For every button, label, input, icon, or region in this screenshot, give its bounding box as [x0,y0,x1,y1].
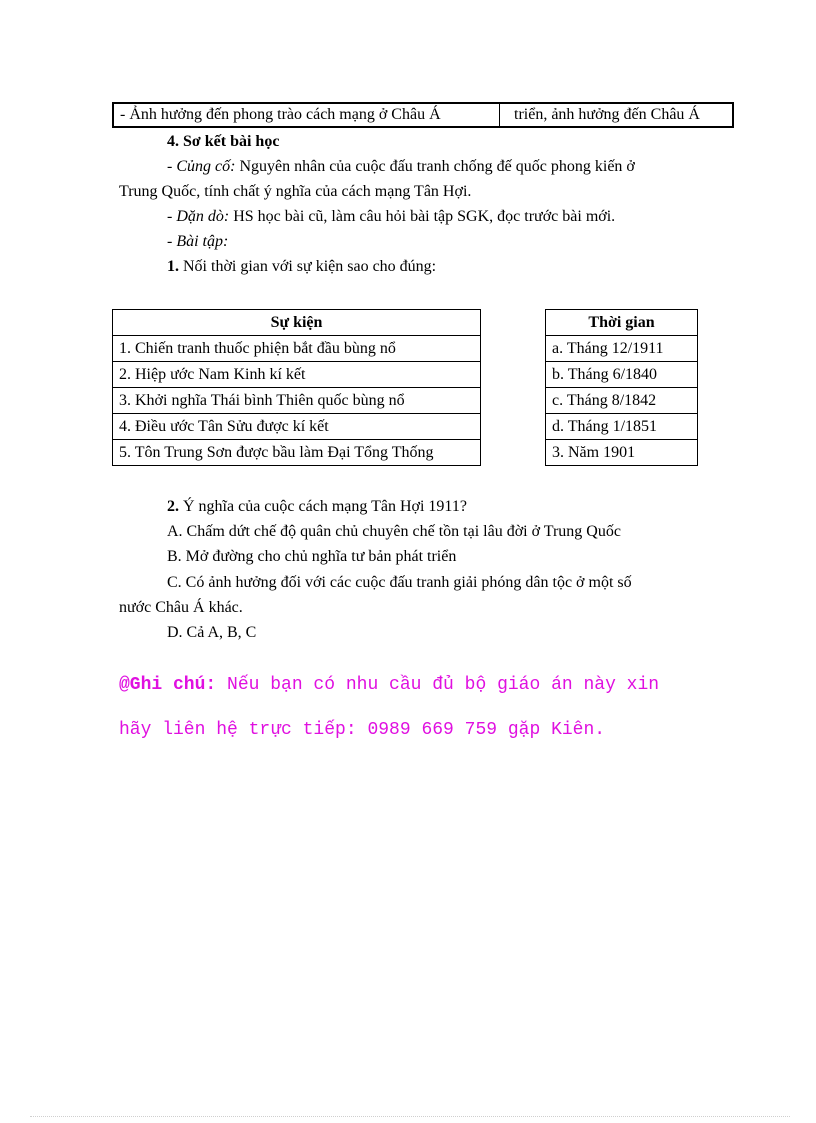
note-label: @Ghi chú: [119,675,217,695]
option-c: C. Có ảnh hưởng đối với các cuộc đấu tranh giải phóng dân tộc ở một số [167,574,632,591]
page-footer-rule [30,1116,790,1117]
option-c-cont: nước Châu Á khác. [119,599,243,616]
continuation-right-cell: triển, ảnh hưởng đến Châu Á [514,106,700,123]
option-b: B. Mở đường cho chủ nghĩa tư bản phát triển [167,548,457,565]
section-heading: 4. Sơ kết bài học [167,133,280,150]
contact-note-cont: hãy liên hệ trực tiếp: 0989 669 759 gặp Kiên. [119,720,606,740]
time-table [545,309,698,466]
note-text: Nếu bạn có nhu cầu đủ bộ giáo án này xin [216,675,660,695]
table-row: 1. Chiến tranh thuốc phiện bắt đầu bùng nổ [113,336,481,362]
continuation-table [112,102,734,128]
question-2-text: Ý nghĩa của cuộc cách mạng Tân Hợi 1911? [179,498,467,515]
table-row: 3. Khởi nghĩa Thái bình Thiên quốc bùng nổ [113,388,481,414]
option-d: D. Cả A, B, C [167,624,257,641]
question-1-text: Nối thời gian với sự kiện sao cho đúng: [179,258,437,275]
table-row: c. Tháng 8/1842 [546,388,698,414]
continuation-left-cell: - Ảnh hưởng đến phong trào cách mạng ở Châu Á [120,106,441,123]
events-table-header: Sự kiện [113,310,481,336]
table-divider [499,104,500,126]
table-row: b. Tháng 6/1840 [546,362,698,388]
table-row: 3. Năm 1901 [546,440,698,466]
dan-do-line [167,207,615,227]
cung-co-line [167,157,635,177]
dan-do-text: HS học bài cũ, làm câu hỏi bài tập SGK, đọc trước bài mới. [229,208,616,225]
contact-note [119,674,659,696]
bai-tap-label: - Bài tập: [167,233,229,250]
question-2-number: 2. [167,498,179,515]
cung-co-text-cont: Trung Quốc, tính chất ý nghĩa của cách mạng Tân Hợi. [119,183,472,200]
time-table-header: Thời gian [546,310,698,336]
table-row: 5. Tôn Trung Sơn được bầu làm Đại Tổng Thống [113,440,481,466]
cung-co-text: Nguyên nhân của cuộc đấu tranh chống đế quốc phong kiến ở [235,158,635,175]
table-row: 4. Điều ước Tân Sửu được kí kết [113,414,481,440]
question-2 [167,497,467,517]
table-row: d. Tháng 1/1851 [546,414,698,440]
dan-do-label: - Dặn dò: [167,208,230,225]
question-1-number: 1. [167,258,179,275]
table-row: 2. Hiệp ước Nam Kinh kí kết [113,362,481,388]
cung-co-label: - Củng cố: [167,158,236,175]
table-row: a. Tháng 12/1911 [546,336,698,362]
events-table [112,309,481,466]
question-1 [167,257,436,277]
option-a: A. Chấm dứt chế độ quân chủ chuyên chế tồn tại lâu đời ở Trung Quốc [167,523,621,540]
